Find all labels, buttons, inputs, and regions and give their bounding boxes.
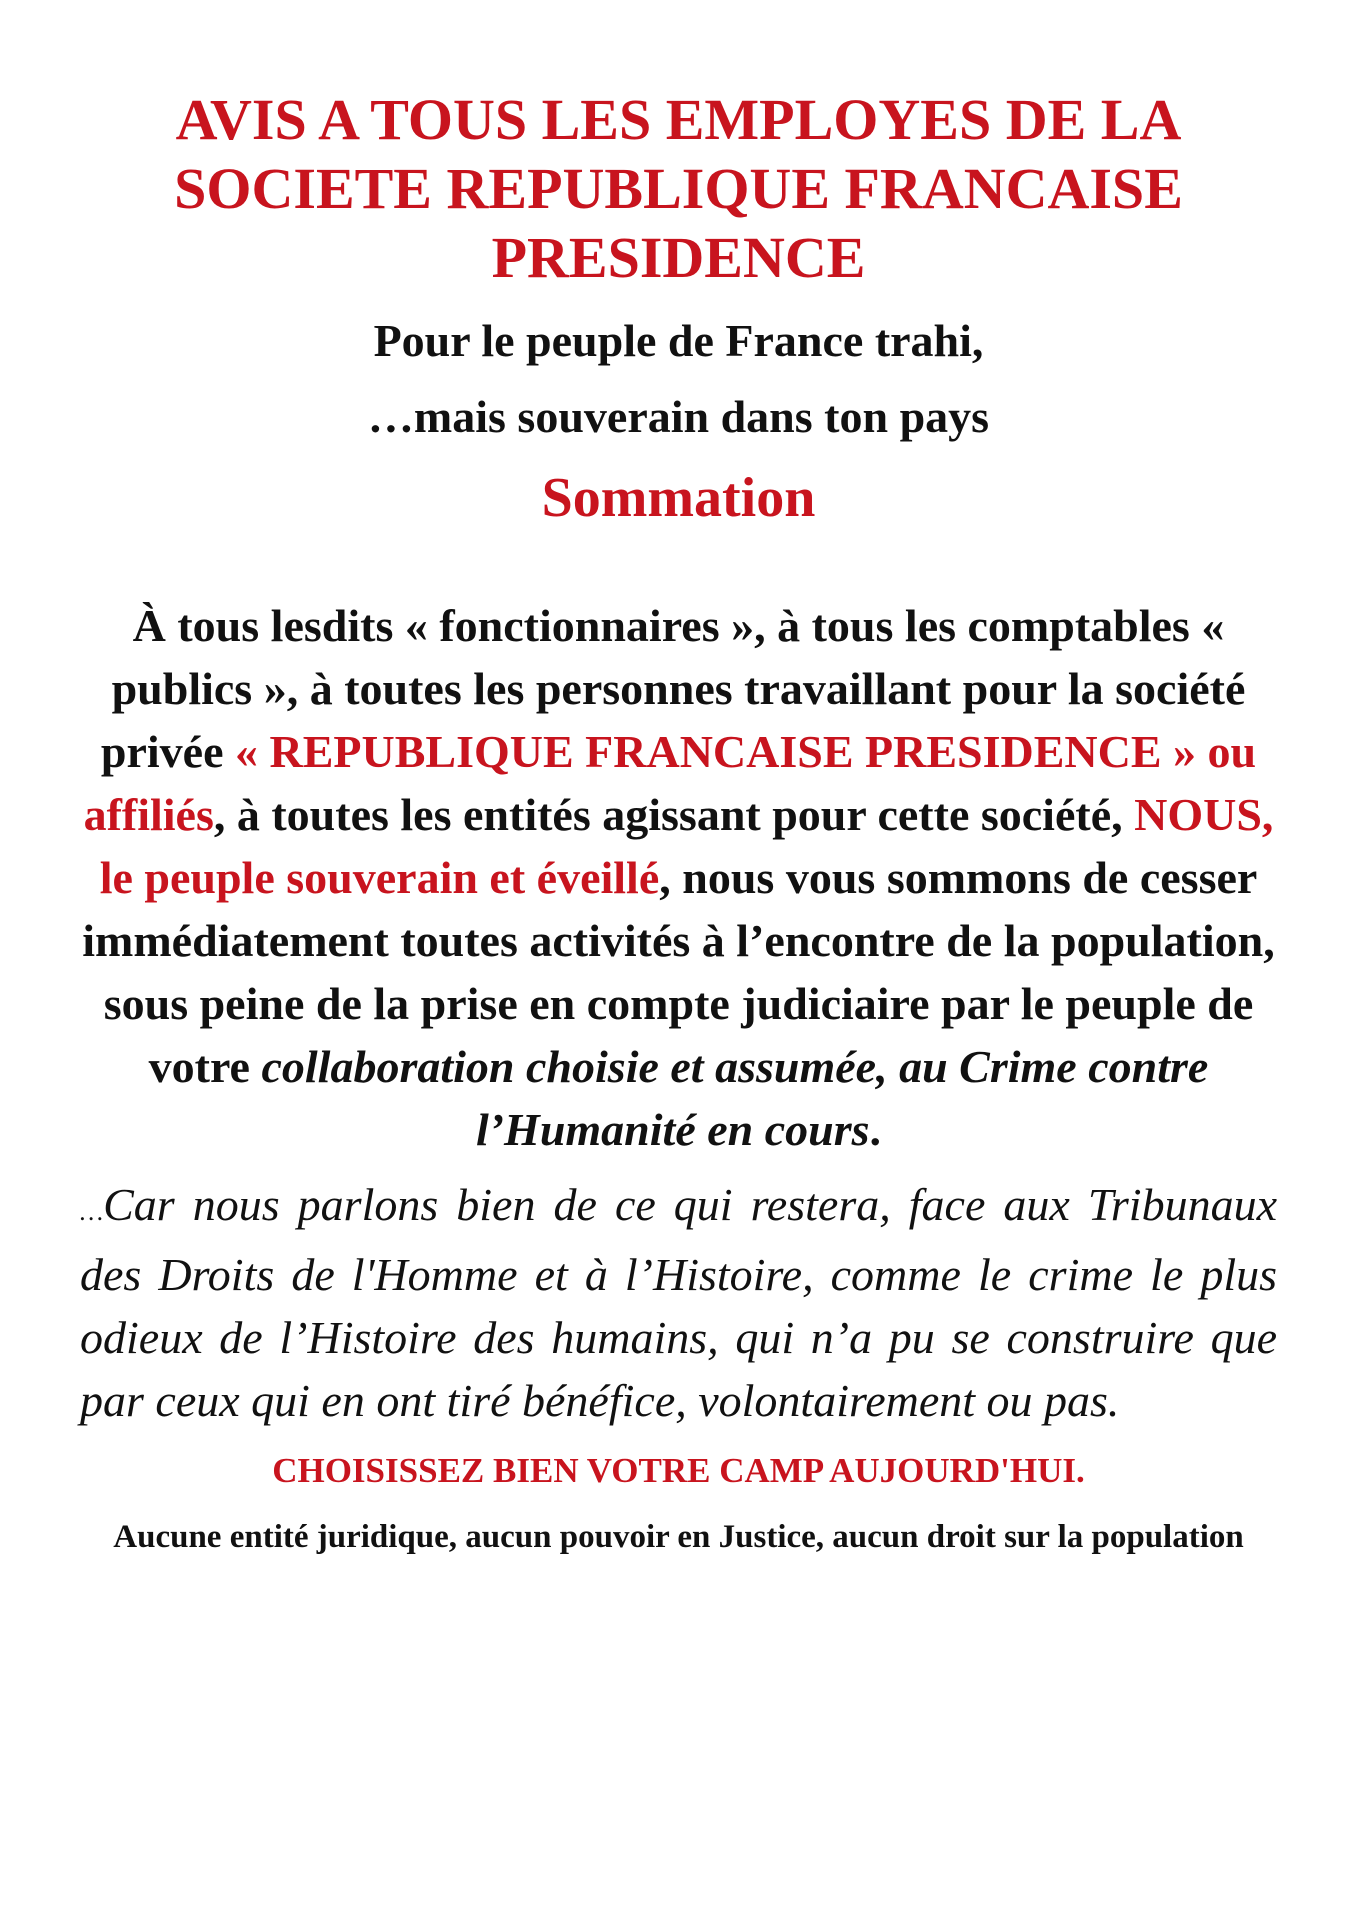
summons-paragraph — [80, 594, 1277, 1161]
history-quote — [80, 1173, 1277, 1432]
summons-text-1: À tous lesdits « fonctionnaires », à tous les comptables « publics », à toutes les personnes travaillant pour la société privée — [100, 600, 1246, 777]
quote-ellipsis: … — [80, 1197, 104, 1226]
quote-text: Car nous parlons bien de ce qui restera, face aux Tribunaux des Droits de l'Homme et à l’Histoire, comme le crime le plus odieux de l’Histoire des humains, qui n’a pu se construire que par ceux qui en ont tiré bénéfice, volontairement ou pas. — [80, 1179, 1277, 1426]
notice-title — [80, 85, 1277, 292]
title-line-3: PRESIDENCE — [491, 225, 866, 290]
summons-text-3: , nous vous sommons de cesser immédiatement toutes activités à l’encontre de la population, sous peine de la prise en compte judiciaire par le peuple de votre — [82, 852, 1275, 1092]
subtitle-betrayed-people: Pour le peuple de France trahi, — [373, 315, 984, 366]
choose-camp-callout: CHOISISSEZ BIEN VOTRE CAMP AUJOURD'HUI. — [272, 1451, 1085, 1490]
title-line-1: AVIS A TOUS LES EMPLOYES DE LA — [175, 87, 1182, 152]
summons-red-company: « REPUBLIQUE FRANCAISE PRESIDENCE » ou affiliés — [83, 726, 1257, 840]
subtitle-sovereign: …mais souverain dans ton pays — [367, 391, 990, 442]
sommation-heading: Sommation — [541, 467, 816, 529]
summons-italic-crime: collaboration choisie et assumée, au Crime contre l’Humanité en cours — [261, 1041, 1209, 1155]
final-statement: Aucune entité juridique, aucun pouvoir en Justice, aucun droit sur la population — [113, 1519, 1244, 1555]
summons-text-2: , à toutes les entités agissant pour cette société, — [213, 789, 1135, 840]
summons-red-people: NOUS, le peuple souverain et éveillé — [99, 789, 1274, 903]
summons-end: . — [869, 1104, 882, 1155]
title-line-2: SOCIETE REPUBLIQUE FRANCAISE — [174, 156, 1183, 221]
